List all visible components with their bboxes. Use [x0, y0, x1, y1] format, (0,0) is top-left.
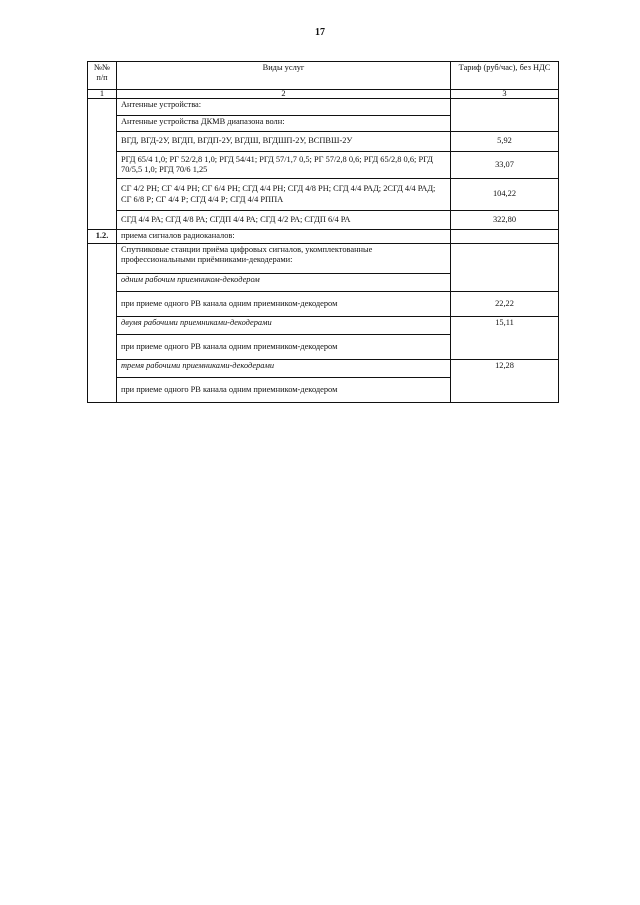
antenna-number-cell	[88, 99, 117, 230]
table-header-row	[88, 62, 559, 90]
table-row	[88, 292, 559, 317]
page-number: 17	[315, 27, 325, 38]
antenna-group-tariff: 104,22	[451, 179, 559, 211]
section-title: приема сигналов радиоканалов:	[117, 230, 451, 244]
table-row	[88, 179, 559, 211]
receiver-line-text: при приеме одного РВ канала одним приемником-декодером	[117, 292, 451, 317]
section-tariff-empty	[451, 230, 559, 244]
antenna-group-text: СГ 4/2 РН; СГ 4/4 РН; СГ 6/4 РН; СГД 4/4 РН; СГД 4/8 РН; СГД 4/4 РАД; 2СГД 4/4 РАД; СГ 6/8 Р; СГ 4/4 Р; СГД 4/4 Р; СГД 4/4 РППА	[117, 179, 451, 211]
satellite-number-cell	[88, 244, 117, 403]
column-number-2: 2	[117, 90, 451, 99]
column-number-3: 3	[451, 90, 559, 99]
antenna-group-text: РГД 65/4 1,0; РГ 52/2,8 1,0; РГД 54/41; РГД 57/1,7 0,5; РГ 57/2,8 0,6; РГД 65/2,8 0,6; РГД 70/5,5 1,0; РГД 70/6 1,25	[117, 152, 451, 179]
receiver-count-label: одним рабочим приемником-декодером	[117, 274, 451, 292]
tariff-table	[87, 61, 559, 403]
table-row	[88, 317, 559, 335]
antenna-group-text: ВГД, ВГД-2У, ВГДП, ВГДП-2У, ВГДШ, ВГДШП-2У, ВСПВШ-2У	[117, 132, 451, 152]
header-tariff: Тариф (руб/час), без НДС	[451, 62, 559, 90]
antenna-group-tariff: 33,07	[451, 152, 559, 179]
receiver-line-tariff: 12,28	[451, 360, 559, 403]
antenna-group-tariff: 5,92	[451, 132, 559, 152]
receiver-line-text: при приеме одного РВ канала одним приемником-декодером	[117, 335, 451, 360]
table-row	[88, 152, 559, 179]
receiver-count-label: тремя рабочими приемниками-декодерами	[117, 360, 451, 378]
receiver-line-tariff: 15,11	[451, 317, 559, 360]
table-row	[88, 99, 559, 116]
section-number: 1.2.	[88, 230, 117, 244]
antenna-group-text: СГД 4/4 РА; СГД 4/8 РА; СГДП 4/4 РА; СГД 4/2 РА; СГДП 6/4 РА	[117, 211, 451, 230]
satellite-intro: Спутниковые станции приёма цифровых сигналов, укомплектованные профессиональными приёмниками-декодерами:	[117, 244, 451, 274]
table-row	[88, 132, 559, 152]
antenna-tariff-empty	[451, 99, 559, 132]
satellite-tariff-empty	[451, 244, 559, 292]
antenna-subtitle: Антенные устройства ДКМВ диапазона волн:	[117, 116, 451, 132]
receiver-count-label: двумя рабочими приемниками-декодерами	[117, 317, 451, 335]
table-row	[88, 360, 559, 378]
table-row	[88, 211, 559, 230]
antenna-title: Антенные устройства:	[117, 99, 451, 116]
table-row	[88, 244, 559, 274]
receiver-line-tariff: 22,22	[451, 292, 559, 317]
header-service: Виды услуг	[117, 62, 451, 90]
header-number: №№ п/п	[88, 62, 117, 90]
column-number-row	[88, 90, 559, 99]
antenna-group-tariff: 322,80	[451, 211, 559, 230]
column-number-1: 1	[88, 90, 117, 99]
section-row	[88, 230, 559, 244]
receiver-line-text: при приеме одного РВ канала одним приемником-декодером	[117, 378, 451, 403]
